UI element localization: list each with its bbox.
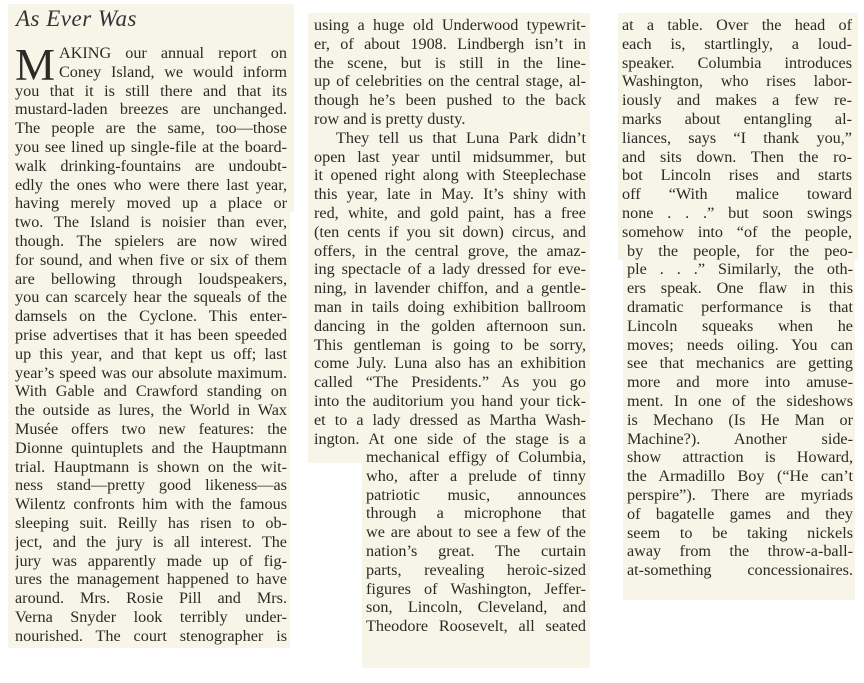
text-line: ness stand—pretty good likeness—as <box>15 476 287 495</box>
text-line: Theodore Roosevelt, all seated <box>366 617 586 636</box>
text-line: is Mechano (Is He Man or <box>627 410 853 429</box>
text-line: row and is pretty dusty. <box>314 109 466 128</box>
text-line: ing spectacle of a lady dressed for eve- <box>314 260 586 279</box>
text-line: Wilentz confronts him with the famous <box>15 495 287 514</box>
text-line: somehow into “of the people, <box>622 222 852 241</box>
text-line: sleeping suit. Reilly has risen to ob- <box>15 513 287 532</box>
text-line: son, Lincoln, Cleveland, and <box>366 598 586 617</box>
text-line: into the auditorium you hand your tick- <box>314 391 586 410</box>
text-line: parts, revealing heroic-sized <box>366 560 586 579</box>
text-line: nourished. The court stenographer is <box>15 626 287 645</box>
text-line: er, of about 1908. Lindbergh isn’t in <box>314 34 586 53</box>
text-line: damsels on the Cyclone. This enter- <box>15 307 287 326</box>
text-line: though he’s been pushed to the back <box>314 91 586 110</box>
drop-cap: M <box>15 40 56 90</box>
text-line: red, white, and gold paint, has a free <box>314 203 586 222</box>
text-line: for sound, and when five or six of them <box>15 250 287 269</box>
text-line: you see lined up single-file at the board- <box>15 137 287 156</box>
text-line: marks about entangling al- <box>622 109 852 128</box>
text-line: year’s speed was our absolute maximum. <box>15 363 287 382</box>
text-line: ers speak. One flaw in this <box>627 279 853 298</box>
text-line: mustard-laden breezes are unchanged. <box>15 100 287 119</box>
text-line: ning, in lavender chiffon, and a gentle- <box>314 279 586 298</box>
column-1 <box>15 40 287 646</box>
text-line: The people are the same, too—those <box>15 119 287 138</box>
text-line: prise advertises that it has been speeded <box>15 325 287 344</box>
text-line: see that mechanics are getting <box>627 354 853 373</box>
text-line: Lincoln squeaks when he <box>627 316 853 335</box>
text-line: seem to be taking nickels <box>627 523 853 542</box>
text-line: This gentleman is going to be sorry, <box>314 335 586 354</box>
text-line: at a table. Over the head of <box>622 16 852 34</box>
text-line: come July. Luna also has an exhibition <box>314 354 586 373</box>
text-line: are bellowing through loudspeakers, <box>15 269 287 288</box>
text-line: it opened right along with Steeplechase <box>314 166 586 185</box>
text-line: iously and makes a few re- <box>622 91 852 110</box>
text-line: mechanical effigy of Columbia, <box>366 448 586 466</box>
text-line: the scene, but is still in the line- <box>314 53 586 72</box>
text-line: ment. In one of the sideshows <box>627 391 853 410</box>
text-line: (ten cents if you sit down) circus, and <box>314 222 586 241</box>
text-line: up this year, and that kept us off; last <box>15 344 287 363</box>
text-line: nation’s great. The curtain <box>366 541 586 560</box>
text-line: none . . .” but soon swings <box>622 203 852 222</box>
text-line: dancing in the golden afternoon sun. <box>314 316 586 335</box>
text-line: With Gable and Crawford standing on <box>15 382 287 401</box>
text-line: around. Mrs. Rosie Pill and Mrs. <box>15 589 287 608</box>
text-line: the outside as lures, the World in Wax <box>15 401 287 420</box>
article-title: As Ever Was <box>16 6 137 31</box>
column-3-lower <box>627 242 853 580</box>
text-line: this year, late in May. It’s shiny with <box>314 185 586 204</box>
text-line: and sits down. Then the ro- <box>622 147 852 166</box>
text-line: et to a lady dressed as Martha Wash- <box>314 410 586 429</box>
column-2-indented <box>366 448 586 636</box>
text-line: ington. At one side of the stage is a <box>314 429 586 448</box>
text-line: of bagatelle games and they <box>627 504 853 523</box>
text-line: up of celebrities on the central stage, al- <box>314 72 586 91</box>
text-line: you can scarcely hear the squeals of the <box>15 288 287 307</box>
text-line: you that it is still there and that its <box>15 81 287 100</box>
text-line: at-something concessionaires. <box>627 561 853 580</box>
text-line: each is, startlingly, a loud- <box>622 34 852 53</box>
text-line: liances, says “I thank you,” <box>622 128 852 147</box>
text-line: They tell us that Luna Park didn’t <box>336 128 586 147</box>
text-line: figures of Washington, Jeffer- <box>366 579 586 598</box>
text-line: open last year until midsummer, but <box>314 147 586 166</box>
text-line: away from the throw-a-ball- <box>627 542 853 561</box>
text-line: Dionne quintuplets and the Hauptmann <box>15 438 287 457</box>
text-line: two. The Island is noisier than ever, <box>15 213 287 232</box>
text-line: Machine?). Another side- <box>627 429 853 448</box>
text-line: Musée offers two new features: the <box>15 419 287 438</box>
column-3 <box>622 16 852 242</box>
text-line: though. The spielers are now wired <box>15 231 287 250</box>
column-2 <box>314 16 586 448</box>
text-line: patriotic music, announces <box>366 485 586 504</box>
text-line: Coney Island, we would inform <box>59 62 287 81</box>
text-line: by the people, for the peo- <box>627 241 853 260</box>
text-line: ple . . .” Similarly, the oth- <box>627 260 853 279</box>
text-line: having merely moved up a place or <box>15 194 287 213</box>
text-line: dramatic performance is that <box>627 297 853 316</box>
text-line: speaker. Columbia introduces <box>622 53 852 72</box>
text-line: ject, and the jury is all interest. The <box>15 532 287 551</box>
text-line: offers, in the central grove, the amaz- <box>314 241 586 260</box>
text-line: man in tails doing exhibition ballroom <box>314 297 586 316</box>
text-line: we are about to see a few of the <box>366 523 586 542</box>
text-line: through a microphone that <box>366 504 586 523</box>
text-line: perspire”). There are myriads <box>627 485 853 504</box>
text-line: AKING our annual report on <box>59 44 287 62</box>
text-line: walk drinking-fountains are undoubt- <box>15 156 287 175</box>
text-line: the Armadillo Boy (“He can’t <box>627 467 853 486</box>
text-line: jury was apparently made up of fig- <box>15 551 287 570</box>
text-line: more and more into amuse- <box>627 373 853 392</box>
text-line: Washington, who rises labor- <box>622 72 852 91</box>
text-line: off “With malice toward <box>622 185 852 204</box>
text-line: who, after a prelude of tinny <box>366 466 586 485</box>
text-line: trial. Hauptmann is shown on the wit- <box>15 457 287 476</box>
text-line: using a huge old Underwood typewrit- <box>314 16 586 34</box>
text-line: moves; needs oiling. You can <box>627 335 853 354</box>
text-line: called “The Presidents.” As you go <box>314 373 586 392</box>
text-line: show attraction is Howard, <box>627 448 853 467</box>
text-line: ures the management happened to have <box>15 570 287 589</box>
text-line: edly the ones who were there last year, <box>15 175 287 194</box>
text-line: Verna Snyder look terribly under- <box>15 607 287 626</box>
text-line: bot Lincoln rises and starts <box>622 166 852 185</box>
